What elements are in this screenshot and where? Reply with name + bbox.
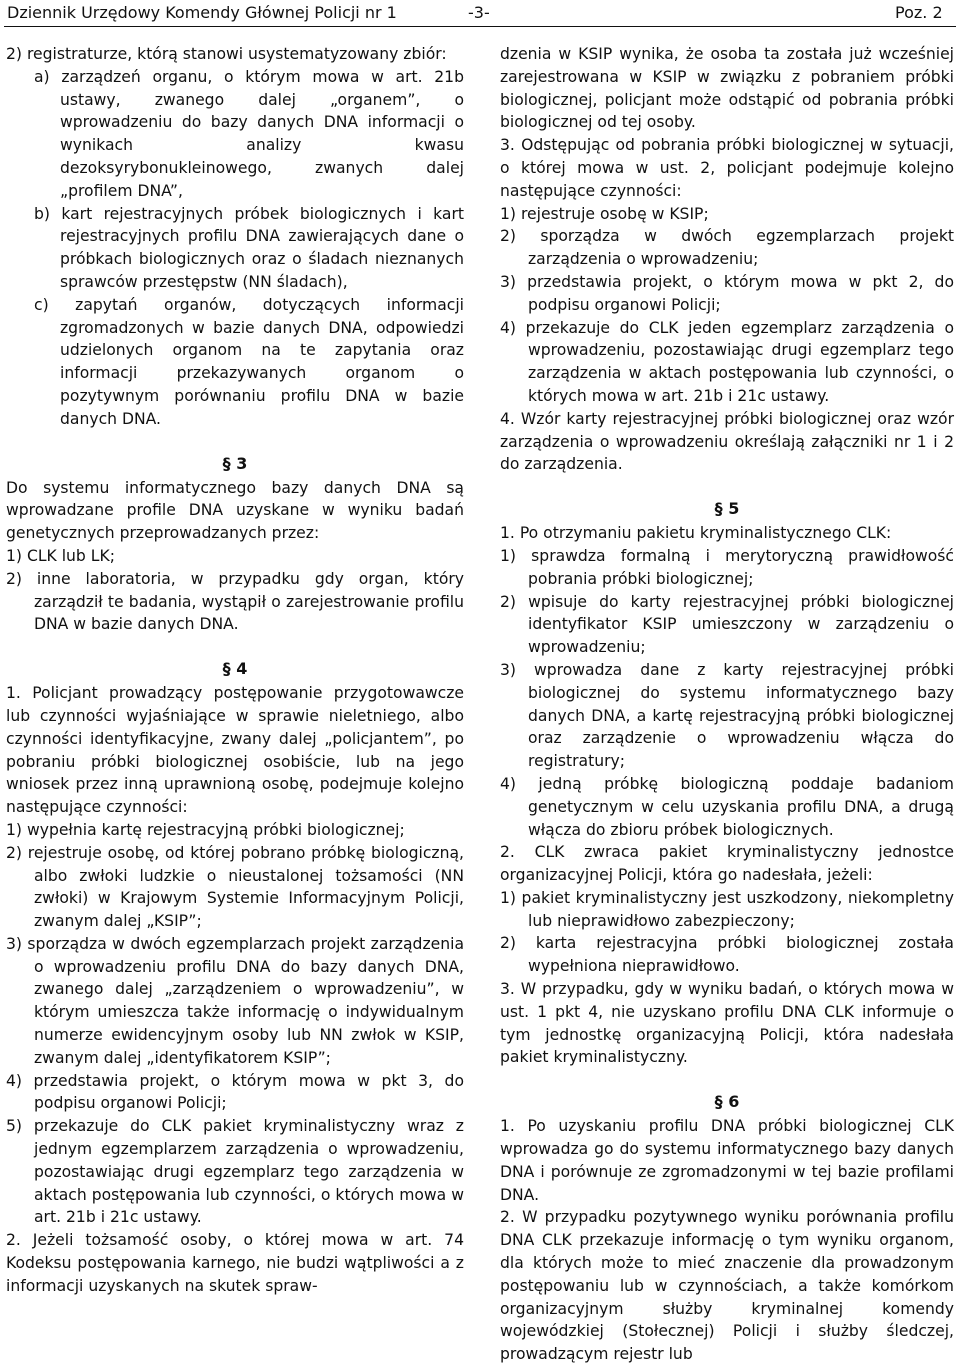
list-item: 4) jedną próbkę biologiczną poddaje badaniom genetycznym w celu uzyskania profilu DNA, a drugą włącza do zbioru próbek biologicznych. [500, 774, 954, 839]
header-rule [4, 26, 956, 27]
paragraph: 2. Jeżeli tożsamość osoby, o której mowa w art. 74 Kodeksu postępowania karnego, nie budzi wątpliwości a z informacji uzyskanych na skutek spraw- [6, 1231, 464, 1295]
list-item: 2) rejestruje osobę, od której pobrano próbkę biologiczną, albo zwłoki ludzkie o nieustalonej tożsamości (NN zwłoki) w Krajowym Systemie Informacyjnym Policji, zwanym dalej „KSIP”; [6, 843, 464, 931]
list-item: 3) przedstawia projekt, o którym mowa w pkt 2, do podpisu organowi Policji; [500, 272, 954, 314]
paragraph: 3. Odstępując od pobrania próbki biologicznej w sytuacji, o której mowa w ust. 2, policjant podejmuje kolejno następujące czynności: [500, 136, 954, 200]
position-number: Poz. 2 [895, 3, 943, 22]
paragraph: dzenia w KSIP wynika, że osoba ta została już wcześniej zarejestrowana w KSIP w związku z pobraniem próbki biologicznej, policjant może odstąpić od pobrania próbki biologicznej od tej osoby. [500, 45, 954, 132]
list-item: 2) inne laboratoria, w przypadku gdy organ, który zarządził te badania, wystąpił o zarejestrowanie profilu DNA w bazie danych DNA. [6, 569, 464, 634]
list-item: 1) pakiet kryminalistyczny jest uszkodzony, niekompletny lub nieprawidłowo zabezpieczony; [500, 888, 954, 930]
paragraph: Do systemu informatycznego bazy danych DNA są wprowadzane profile DNA uzyskane w wyniku badań genetycznych przeprowadzanych przez: [6, 478, 464, 543]
list-item: 1) wypełnia kartę rejestracyjną próbki biologicznej; [6, 820, 405, 839]
list-item: c) zapytań organów, dotyczących informacji zgromadzonych w bazie danych DNA, odpowiedzi udzielonych organom na te zapytania oraz informacji przekazywanych organom o pozytywnym porównaniu profilu DNA w bazie danych DNA. [34, 295, 464, 428]
page-header [0, 0, 960, 26]
paragraph: 3. W przypadku, gdy w wyniku badań, o których mowa w ust. 1 pkt 4, nie uzyskano profilu DNA CLK informuje o tym jednostkę organizacyjną Policji, która nadesłała pakiet kryminalistyczny. [500, 980, 954, 1067]
paragraph: 2) registraturze, którą stanowi usystematyzowany zbiór: [6, 45, 447, 63]
list-item: 1) CLK lub LK; [6, 546, 115, 565]
list-item: 5) przekazuje do CLK pakiet kryminalistyczny wraz z jednym egzemplarzem zarządzenia o wprowadzeniu, pozostawiając drugi egzemplarz tego zarządzenia w aktach postępowania lub czynności, o których mowa w art. 21b i 21c ustawy. [6, 1117, 464, 1227]
list-item: 4) przedstawia projekt, o którym mowa w pkt 3, do podpisu organowi Policji; [6, 1071, 464, 1113]
list-item: 2) karta rejestracyjna próbki biologicznej została wypełniona nieprawidłowo. [500, 934, 954, 976]
list-item: 2) wpisuje do karty rejestracyjnej próbki biologicznej identyfikator KSIP umieszczony w zarządzeniu o wprowadzeniu; [500, 592, 954, 657]
paragraph: 4. Wzór karty rejestracyjnej próbki biologicznej oraz wzór zarządzenia o wprowadzeniu określają załączniki nr 1 i 2 do zarządzenia. [500, 409, 954, 474]
list-item: 3) sporządza w dwóch egzemplarzach projekt zarządzenia o wprowadzeniu profilu DNA do bazy danych DNA, zwanego dalej „zarządzeniem o wprowadzeniu”, w którym umieszcza także informację o indywidualnym numerze ewidencyjnym osoby lub NN zwłok w KSIP, zwanym dalej „identyfikatorem KSIP”; [6, 934, 464, 1067]
section-heading-4: § 4 [222, 659, 248, 679]
list-item: b) kart rejestracyjnych próbek biologicznych i kart rejestracyjnych profilu DNA zawierających dane o próbkach biologicznych oraz o śladach nieznanych sprawców przestępstw (NN śladach), [34, 204, 464, 291]
section-heading-3: § 3 [222, 453, 248, 473]
page-number: -3- [468, 3, 490, 22]
paragraph: 1. Po otrzymaniu pakietu kryminalistycznego CLK: [500, 524, 892, 543]
section-heading-5: § 5 [714, 499, 740, 519]
journal-title: Dziennik Urzędowy Komendy Głównej Policji nr 1 [7, 3, 397, 22]
list-item: a) zarządzeń organu, o którym mowa w art. 21b ustawy, zwanego dalej „organem”, o wprowadzeniu do bazy danych DNA informacji o wynikach analizy kwasu dezoksyrybonukleinowego, zwanych dalej „profilem DNA”, [34, 67, 464, 200]
section-heading-6: § 6 [714, 1092, 740, 1112]
list-item: 4) przekazuje do CLK jeden egzemplarz zarządzenia o wprowadzeniu, pozostawiając drugi egzemplarz tego zarządzenia w aktach postępowania lub czynności, o których mowa w art. 21b i 21c ustawy. [500, 318, 954, 405]
list-item: 2) sporządza w dwóch egzemplarzach projekt zarządzenia o wprowadzeniu; [500, 227, 954, 269]
paragraph: 2. CLK zwraca pakiet kryminalistyczny jednostce organizacyjnej Policji, która go nadesłała, jeżeli: [500, 843, 954, 885]
left-column [6, 43, 464, 1298]
paragraph: 1. Po uzyskaniu profilu DNA próbki biologicznej CLK wprowadza go do systemu informatycznego bazy danych DNA i porównuje ze zgromadzonymi w tej bazie profilami DNA. [500, 1117, 954, 1204]
list-item: 1) rejestruje osobę w KSIP; [500, 204, 709, 223]
right-column [500, 43, 954, 1366]
list-item: 3) wprowadza dane z karty rejestracyjnej próbki biologicznej do systemu informatycznego bazy danych DNA, a kartę rejestracyjną próbki biologicznej oraz zarządzenie o wprowadzeniu włącza do registratury; [500, 660, 954, 771]
paragraph: 2. W przypadku pozytywnego wyniku porównania profilu DNA CLK przekazuje informację o tym wyniku organom, dla których może to mieć znaczenie dla prowadzonym postępowaniu lub w czynnościach, a także komórkom organizacyjnym służby kryminalnej komendy wojewódzkiej (Stołecznej) Policji i służby śledczej, prowadzącym rejestr lub [500, 1208, 954, 1364]
paragraph: 1. Policjant prowadzący postępowanie przygotowawcze lub czynności wyjaśniające w sprawie nieletniego, albo czynności identyfikacyjne, zwany dalej „policjantem”, po pobraniu próbki biologicznej osobiście, lub na jego wniosek przez inną uprawnioną osobę, podejmuje kolejno następujące czynności: [6, 684, 464, 817]
list-item: 1) sprawdza formalną i merytoryczną prawidłowość pobrania próbki biologicznej; [500, 546, 954, 588]
